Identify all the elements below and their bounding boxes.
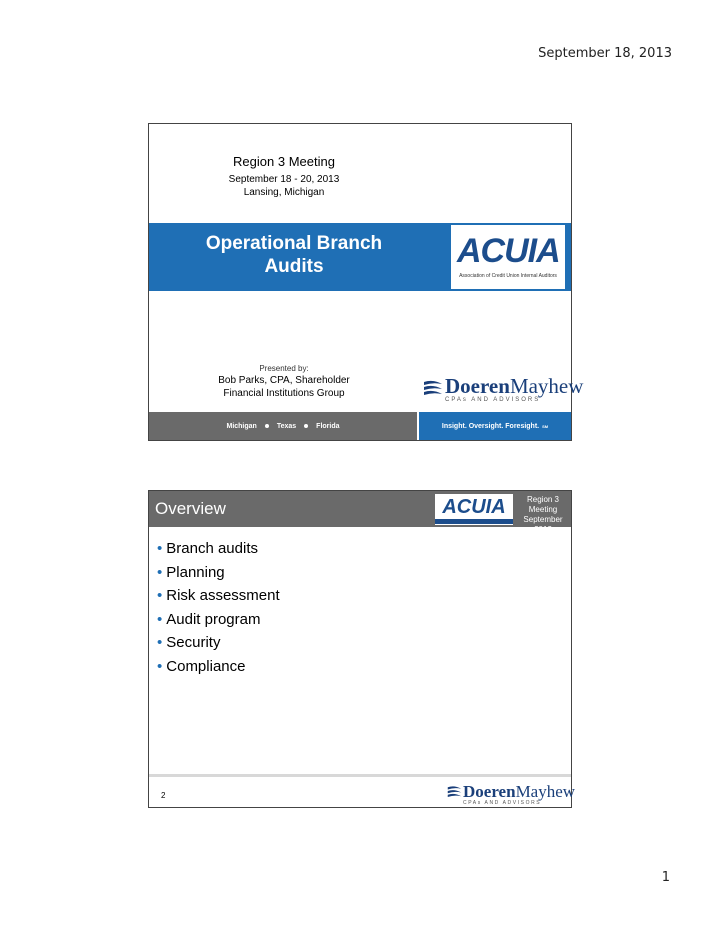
swoosh-icon: [423, 379, 443, 395]
footer-rule: [149, 774, 571, 777]
bullet-icon: •: [157, 610, 163, 628]
list-item: [157, 537, 280, 561]
list-item-text: Branch audits: [166, 540, 258, 557]
title-line-1: Operational Branch: [205, 233, 383, 254]
swoosh-icon: [447, 785, 462, 797]
list-item-text: Audit program: [166, 610, 261, 628]
doeren-mayhew-logo: [447, 782, 576, 806]
tagline-footer: [419, 412, 571, 440]
region-line-2: Meeting: [528, 505, 558, 514]
list-item: [157, 631, 280, 655]
logo-word-first: Doeren: [445, 374, 510, 398]
list-item-text: Risk assessment: [166, 587, 280, 604]
region-line-1: Region 3: [526, 495, 560, 504]
list-item-text: Compliance: [166, 657, 246, 675]
presenter-group: Financial Institutions Group: [223, 388, 345, 399]
dot-icon: [304, 424, 308, 428]
slide-2: [148, 490, 576, 808]
logo-wordmark: [445, 374, 583, 399]
acuia-logo: [435, 494, 513, 525]
bullet-icon: •: [157, 587, 163, 604]
region-line-3: September 2013: [523, 515, 563, 534]
tagline-text: Insight. Oversight. Foresight.: [441, 422, 540, 430]
state-michigan: Michigan: [226, 422, 257, 430]
bullet-icon: •: [157, 657, 163, 675]
acuia-logo-word: ACUIA: [457, 232, 560, 270]
bullet-icon: •: [157, 563, 163, 581]
title-line-2: Audits: [264, 256, 324, 277]
states-footer: [149, 412, 417, 440]
doeren-mayhew-logo: [423, 374, 584, 406]
list-item: [157, 584, 280, 608]
acuia-logo-bar: [435, 519, 513, 524]
acuia-logo: [451, 225, 565, 289]
presented-by-label: Presented by:: [259, 364, 309, 373]
logo-wordmark: [463, 782, 575, 802]
logo-subtitle: CPAs AND ADVISORS: [463, 800, 542, 806]
acuia-logo-tagline: Association of Credit Union Internal Auditors: [459, 273, 557, 279]
dot-icon: [265, 424, 269, 428]
slide-header: [149, 491, 571, 534]
meeting-location: Lansing, Michigan: [243, 187, 325, 198]
list-item-text: Planning: [166, 563, 225, 581]
acuia-logo-word: ACUIA: [442, 496, 506, 518]
tagline: [419, 412, 571, 440]
slide-1: [148, 123, 584, 441]
region-label: [517, 495, 569, 535]
list-item: [157, 561, 280, 585]
bullet-icon: •: [157, 634, 163, 651]
list-item: [157, 655, 280, 679]
state-texas: Texas: [276, 422, 297, 430]
presentation-title: [149, 232, 439, 278]
logo-word-second: Mayhew: [515, 782, 576, 801]
bullet-icon: •: [157, 540, 163, 557]
meeting-dates: September 18 - 20, 2013: [228, 174, 340, 185]
title-band: [149, 223, 571, 291]
meeting-title: Region 3 Meeting: [233, 154, 335, 169]
state-florida: Florida: [316, 422, 340, 430]
logo-word-second: Mayhew: [509, 374, 584, 398]
service-mark: SM: [542, 423, 549, 429]
page-date: September 18, 2013: [538, 46, 672, 61]
page-number: 1: [661, 870, 670, 885]
list-item-text: Security: [166, 634, 221, 651]
bullet-list: [157, 537, 280, 678]
slide-number: 2: [161, 791, 166, 800]
presenter-name: Bob Parks, CPA, Shareholder: [218, 375, 350, 386]
list-item: [157, 608, 280, 632]
logo-subtitle: CPAs AND ADVISORS: [445, 397, 541, 403]
slide-title: Overview: [155, 499, 226, 518]
logo-word-first: Doeren: [463, 782, 516, 801]
states-list: [149, 412, 417, 440]
